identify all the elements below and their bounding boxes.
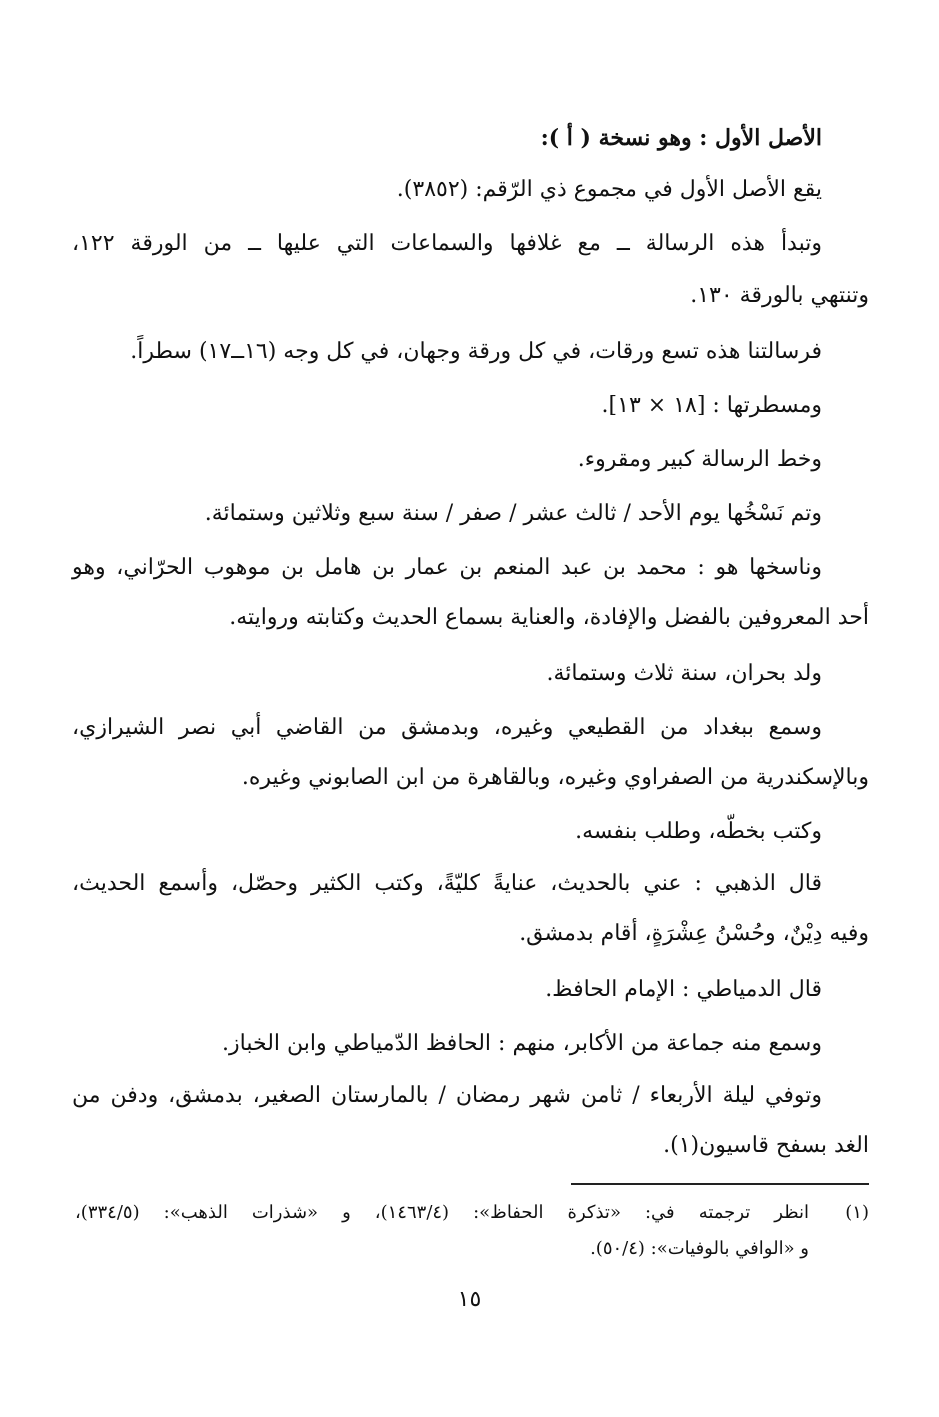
paragraph-line: ومسطرتها : [١٨ × ١٣]. bbox=[601, 393, 822, 418]
paragraph-line: وبالإسكندرية من الصفراوي وغيره، وبالقاهرة من ابن الصابوني وغيره. bbox=[241, 765, 869, 790]
paragraph-line: وتوفي ليلة الأربعاء / ثامن شهر رمضان / بالمارستان الصغير، بدمشق، ودفن من bbox=[72, 1083, 822, 1108]
page-number: ١٥ bbox=[457, 1287, 482, 1312]
section-heading: الأصل الأول : وهو نسخة ( أ ): bbox=[540, 125, 822, 151]
paragraph-line: قال الذهبي : عني بالحديث، عنايةً كليّةً، وكتب الكثير وحصّل، وأسمع الحديث، bbox=[72, 871, 822, 896]
footnote-number: (١) bbox=[845, 1202, 869, 1223]
footnote bbox=[75, 1195, 869, 1267]
footnote-divider bbox=[571, 1183, 869, 1185]
paragraph-line: وفيه دِيْنٌ، وحُسْنُ عِشْرَةٍ، أقام بدمشق. bbox=[519, 921, 869, 946]
paragraph-line: وسمع منه جماعة من الأكابر، منهم : الحافظ الدّمياطي وابن الخباز. bbox=[222, 1031, 822, 1056]
paragraph-line: وتبدأ هذه الرسالة ــ مع غلافها والسماعات التي عليها ــ من الورقة ١٢٢، bbox=[72, 231, 822, 256]
paragraph-line: قال الدمياطي : الإمام الحافظ. bbox=[545, 977, 822, 1002]
paragraph-line: الغد بسفح قاسيون(١). bbox=[663, 1133, 869, 1158]
paragraph-line: وسمع ببغداد من القطيعي وغيره، وبدمشق من القاضي أبي نصر الشيرازي، bbox=[72, 715, 822, 740]
paragraph-line: وخط الرسالة كبير ومقروء. bbox=[577, 447, 822, 472]
paragraph-line: وتنتهي بالورقة ١٣٠. bbox=[690, 283, 869, 308]
footnote-line: و «الوافي بالوفيات»: (٥٠/٤). bbox=[590, 1238, 809, 1259]
footnote-line: انظر ترجمته في: «تذكرة الحفاظ»: (١٤٦٣/٤)، و «شذرات الذهب»: (٣٣٤/٥)، bbox=[75, 1202, 809, 1223]
paragraph-line: ولد بحران، سنة ثلاث وستمائة. bbox=[546, 661, 822, 686]
paragraph-line: يقع الأصل الأول في مجموع ذي الرّقم: (٣٨٥٢). bbox=[396, 177, 822, 202]
paragraph-line: فرسالتنا هذه تسع ورقات، في كل ورقة وجهان، في كل وجه (١٦ــ١٧) سطراً. bbox=[130, 339, 822, 364]
paragraph-line: وتم نَسْخُها يوم الأحد / ثالث عشر / صفر / سنة سبع وثلاثين وستمائة. bbox=[204, 501, 822, 526]
paragraph-line: أحد المعروفين بالفضل والإفادة، والعناية بسماع الحديث وكتابته وروايته. bbox=[229, 605, 869, 630]
paragraph-line: وكتب بخطّه، وطلب بنفسه. bbox=[575, 819, 822, 844]
paragraph-line: وناسخها هو : محمد بن عبد المنعم بن عمار بن هامل بن موهوب الحرّاني، وهو bbox=[72, 555, 822, 580]
